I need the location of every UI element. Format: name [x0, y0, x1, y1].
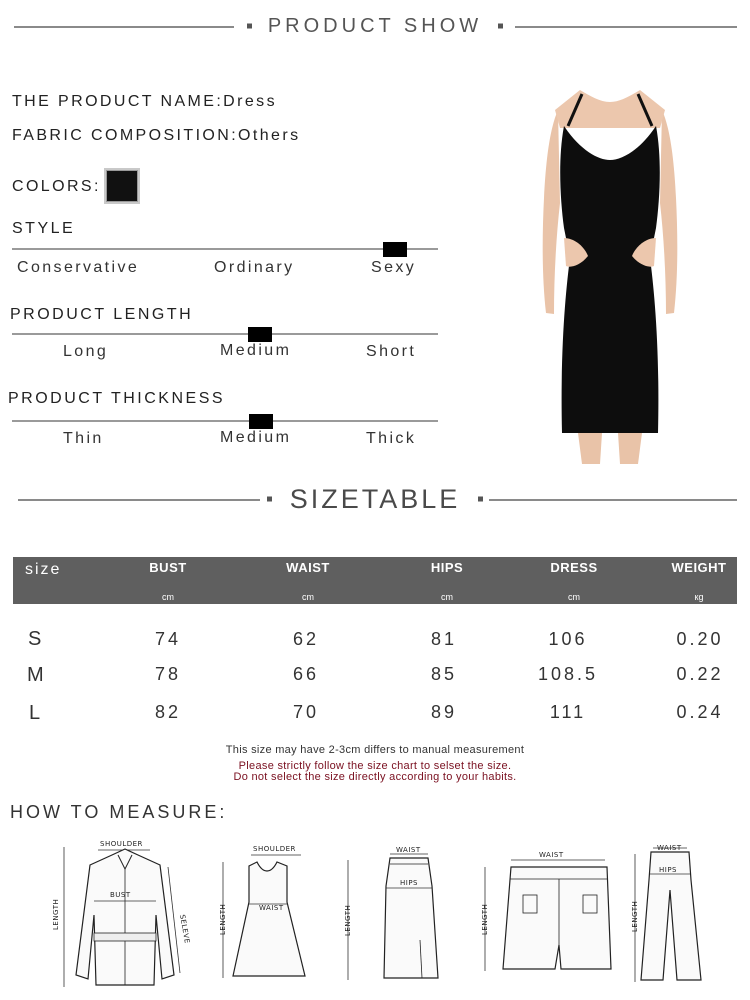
weight-unit: кg — [694, 592, 704, 602]
size-warning-1: Please strictly follow the size chart to selset the size. — [238, 760, 512, 772]
coat-bust-label: BUST — [110, 891, 131, 899]
dress-outline — [233, 862, 305, 976]
weight-column-header: WEIGHT — [671, 560, 727, 575]
thickness-title: PRODUCT THICKNESS — [8, 390, 226, 407]
skirt-hips-label: HIPS — [400, 879, 418, 887]
hips-cell: 85 — [430, 664, 458, 684]
dress-column-header: DRESS — [550, 560, 598, 575]
size-column-header: size — [25, 561, 62, 578]
waist-cell: 66 — [292, 664, 320, 684]
coat-measure-diagram — [50, 835, 200, 995]
coat-shoulder-label: SHOULDER — [100, 840, 143, 848]
length-scale-marker — [248, 327, 272, 342]
bust-cell: 78 — [154, 664, 182, 684]
dress-shoulder-label: SHOULDER — [253, 845, 296, 853]
how-to-measure-title: HOW TO MEASURE: — [10, 802, 228, 822]
divider-dot — [498, 24, 503, 29]
thickness-label-medium: Medium — [220, 429, 292, 446]
leg-left — [578, 433, 602, 464]
shorts-length-label: LENGTH — [481, 903, 489, 935]
color-swatch-black[interactable] — [104, 168, 140, 204]
bust-unit: cm — [162, 592, 174, 602]
skirt-waist-label: WAIST — [396, 846, 421, 854]
waist-cell: 70 — [292, 702, 320, 722]
dress-body — [560, 126, 660, 433]
waist-cell: 62 — [292, 629, 320, 649]
length-label-short: Short — [366, 343, 417, 360]
product-show-header — [0, 6, 750, 46]
size-cell: S — [28, 628, 42, 650]
dress-cell: 106 — [548, 629, 588, 649]
arm-left — [543, 110, 560, 314]
hips-column-header: HIPS — [430, 560, 464, 575]
style-scale-marker — [383, 242, 407, 257]
style-title: STYLE — [12, 220, 76, 237]
thickness-label-thick: Thick — [366, 430, 417, 447]
hips-cell: 81 — [430, 629, 458, 649]
skirt-length-label: LENGTH — [344, 904, 352, 936]
pants-hips-label: HIPS — [659, 866, 677, 874]
size-cell: M — [27, 664, 44, 686]
length-label-medium: Medium — [220, 342, 292, 359]
leg-right — [618, 433, 642, 464]
coat-length-label: LENGTH — [52, 898, 60, 930]
dress-cell: 111 — [549, 702, 587, 722]
thickness-scale-line — [12, 420, 438, 422]
dress-measure-diagram — [215, 840, 310, 990]
section-title: PRODUCT SHOW — [267, 15, 483, 37]
product-photo — [520, 88, 700, 468]
neck-skin — [555, 90, 665, 128]
size-cell: L — [29, 702, 41, 724]
style-label-sexy: Sexy — [371, 259, 417, 276]
shorts-waist-label: WAIST — [539, 851, 564, 859]
pants-measure-diagram — [625, 840, 715, 990]
measurement-note: This size may have 2-3cm differs to manual measurement — [225, 744, 525, 756]
size-warning-2: Do not select the size directly according to your habits. — [233, 771, 517, 783]
hips-unit: cm — [441, 592, 453, 602]
arm-right — [660, 110, 677, 314]
bust-column-header: BUST — [149, 560, 187, 575]
thickness-scale-marker — [249, 414, 273, 429]
product-name: THE PRODUCT NAME:Dress — [12, 93, 277, 110]
weight-cell: 0.24 — [676, 702, 724, 722]
shorts-outline — [503, 867, 611, 969]
sizetable-header — [0, 479, 750, 519]
thickness-label-thin: Thin — [63, 430, 104, 447]
length-title: PRODUCT LENGTH — [10, 306, 194, 323]
length-scale-line — [12, 333, 438, 335]
hips-cell: 89 — [430, 702, 458, 722]
section-title: SIZETABLE — [289, 484, 461, 514]
size-table-header — [13, 557, 737, 604]
fabric-composition: FABRIC COMPOSITION:Others — [12, 127, 301, 144]
style-label-ordinary: Ordinary — [214, 259, 295, 276]
pants-waist-label: WAIST — [657, 844, 682, 852]
coat-sleeve-label: SELEVE — [178, 913, 192, 945]
colors-label: COLORS: — [12, 178, 101, 195]
length-label-long: Long — [63, 343, 109, 360]
dress-unit: cm — [568, 592, 580, 602]
dress-cell: 108.5 — [537, 664, 599, 684]
style-scale-line — [12, 248, 438, 250]
skirt-outline — [384, 858, 438, 978]
bust-cell: 74 — [154, 629, 182, 649]
waist-unit: cm — [302, 592, 314, 602]
weight-cell: 0.20 — [676, 629, 724, 649]
waist-column-header: WAIST — [286, 560, 330, 575]
bust-cell: 82 — [154, 702, 182, 722]
divider — [515, 26, 737, 28]
divider-dot — [478, 497, 483, 502]
shorts-measure-diagram — [475, 845, 615, 985]
skirt-measure-diagram — [340, 840, 445, 990]
pants-length-label: LENGTH — [631, 900, 639, 932]
dress-length-label: LENGTH — [219, 903, 227, 935]
style-label-conservative: Conservative — [17, 259, 140, 276]
dress-waist-label: WAIST — [259, 904, 284, 912]
divider — [489, 499, 737, 501]
weight-cell: 0.22 — [676, 664, 724, 684]
